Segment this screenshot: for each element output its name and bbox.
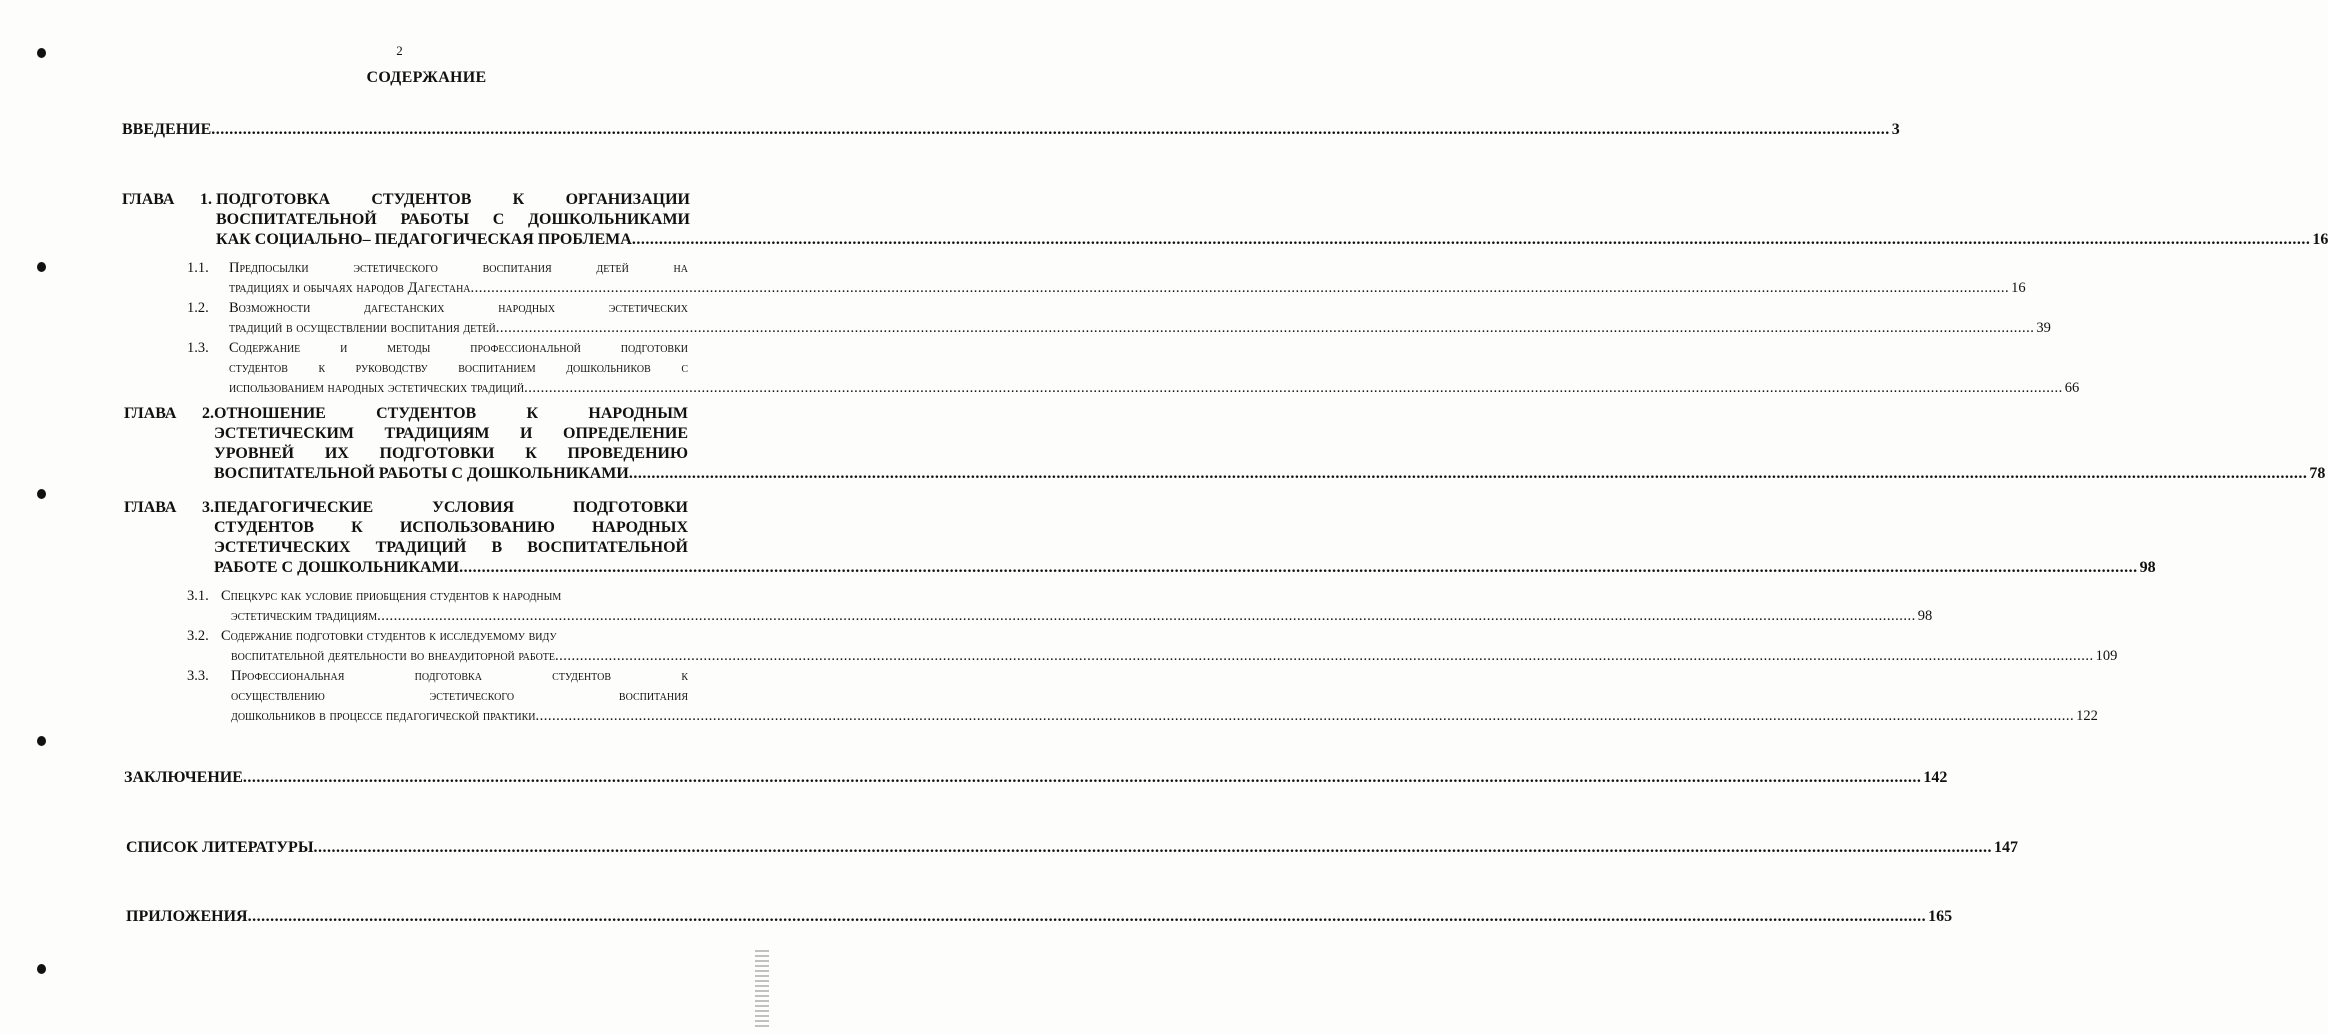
section-title-line: осуществлению эстетического воспитания	[231, 688, 688, 704]
chapter-title-line: КАК СОЦИАЛЬНО– ПЕДАГОГИЧЕСКАЯ ПРОБЛЕМА	[216, 231, 632, 248]
toc-page-number: 142	[1923, 769, 1948, 786]
toc-page-number: 66	[2064, 380, 2080, 396]
chapter-title-line: ЭСТЕТИЧЕСКИХ ТРАДИЦИЙ В ВОСПИТАТЕЛЬНОЙ	[214, 539, 688, 556]
dot-leader	[629, 464, 2308, 484]
dot-leader	[459, 558, 2138, 578]
toc-page-number: 109	[2095, 648, 2118, 664]
dot-leader	[496, 318, 2035, 338]
section-number: 3.1.	[187, 588, 209, 604]
section-number: 3.2.	[187, 628, 209, 644]
scan-artifact	[755, 950, 769, 1030]
toc-section-3-1[interactable]	[187, 586, 1933, 626]
toc-page-number: 3	[1891, 121, 1900, 138]
section-title-line: студентов к руководству воспитанием дошкольников с	[229, 360, 688, 376]
chapter-title-line: ВОСПИТАТЕЛЬНОЙ РАБОТЫ С ДОШКОЛЬНИКАМИ	[214, 465, 629, 482]
section-title-line: использованием народных эстетических традиций	[229, 380, 525, 396]
binder-hole-mark	[37, 736, 46, 746]
dot-leader	[632, 230, 2311, 250]
chapter-title-line: ПОДГОТОВКА СТУДЕНТОВ К ОРГАНИЗАЦИИ	[216, 191, 690, 208]
section-title-line: Содержание подготовки студентов к исследуемому виду	[221, 628, 557, 644]
dot-leader	[377, 606, 1916, 626]
page-title: СОДЕРЖАНИЕ	[366, 69, 487, 86]
toc-entry-label: СПИСОК ЛИТЕРАТУРЫ	[126, 839, 314, 856]
chapter-title-line: УРОВНЕЙ ИХ ПОДГОТОВКИ К ПРОВЕДЕНИЮ	[214, 445, 688, 462]
toc-section-3-3[interactable]	[187, 666, 2098, 726]
toc-entry-label: ЗАКЛЮЧЕНИЕ	[124, 769, 243, 786]
dot-leader	[243, 768, 1922, 788]
toc-chapter-1[interactable]	[122, 190, 2328, 250]
toc-entry-conclusion[interactable]	[124, 768, 1948, 788]
toc-entry-label: ПРИЛОЖЕНИЯ	[126, 908, 248, 925]
section-title-line: воспитательной деятельности во внеаудиторной работе	[231, 648, 556, 664]
toc-page-number: 16	[2312, 231, 2328, 248]
chapter-title-line: ЭСТЕТИЧЕСКИМ ТРАДИЦИЯМ И ОПРЕДЕЛЕНИЕ	[214, 425, 688, 442]
toc-section-1-2[interactable]	[187, 298, 2051, 338]
section-title-line: традиций в осуществлении воспитания детей	[229, 320, 496, 336]
section-title-line: Спецкурс как условие приобщения студентов к народным	[221, 588, 562, 604]
binder-hole-mark	[37, 489, 46, 499]
toc-page-number: 78	[2309, 465, 2326, 482]
chapter-title-line: ПЕДАГОГИЧЕСКИЕ УСЛОВИЯ ПОДГОТОВКИ	[214, 499, 688, 516]
section-number: 1.2.	[187, 300, 209, 316]
toc-entry-references[interactable]	[126, 838, 2019, 858]
chapter-number: ГЛАВА 3.	[124, 499, 214, 516]
chapter-number: ГЛАВА 2.	[124, 405, 214, 422]
dot-leader	[524, 378, 2063, 398]
chapter-title-line: РАБОТЕ С ДОШКОЛЬНИКАМИ	[214, 559, 460, 576]
section-title-line: Профессиональная подготовка студентов к	[231, 668, 688, 684]
toc-page-number: 122	[2076, 708, 2098, 724]
toc-page-number: 16	[2011, 280, 2026, 296]
toc-page-number: 165	[1928, 908, 1953, 925]
section-number: 1.3.	[187, 340, 209, 356]
toc-entry-appendices[interactable]	[126, 907, 1953, 927]
section-title-line: дошкольников в процессе педагогической практики	[231, 708, 536, 724]
section-title-line: Возможности дагестанских народных эстетических	[229, 300, 688, 316]
toc-page-number: 98	[2139, 559, 2156, 576]
binder-hole-mark	[37, 262, 46, 272]
chapter-title-line: СТУДЕНТОВ К ИСПОЛЬЗОВАНИЮ НАРОДНЫХ	[214, 519, 688, 536]
toc-page-number: 147	[1994, 839, 2019, 856]
section-number: 3.3.	[187, 668, 209, 684]
dot-leader	[314, 838, 1993, 858]
toc-section-1-1[interactable]	[187, 258, 2026, 298]
dot-leader	[555, 646, 2094, 666]
page-number: 2	[396, 43, 403, 58]
section-number: 1.1.	[187, 260, 209, 276]
section-title-line: эстетическим традициям	[231, 608, 378, 624]
toc-entry-label: ВВЕДЕНИЕ	[122, 121, 212, 138]
chapter-title-line: ВОСПИТАТЕЛЬНОЙ РАБОТЫ С ДОШКОЛЬНИКАМИ	[216, 211, 690, 228]
dot-leader	[211, 120, 1890, 140]
dot-leader	[248, 907, 1927, 927]
toc-page-number: 39	[2036, 320, 2051, 336]
section-title-line: Содержание и методы профессиональной подготовки	[229, 340, 688, 356]
toc-section-1-3[interactable]	[187, 338, 2080, 398]
section-title-line: традициях и обычаях народов Дагестана	[229, 280, 471, 296]
section-title-line: Предпосылки эстетического воспитания детей на	[229, 260, 688, 276]
toc-entry-introduction[interactable]	[122, 120, 1900, 140]
chapter-title-line: ОТНОШЕНИЕ СТУДЕНТОВ К НАРОДНЫМ	[214, 405, 688, 422]
toc-chapter-2[interactable]	[124, 404, 2326, 484]
toc-page-number: 98	[1917, 608, 1933, 624]
toc-chapter-3[interactable]	[124, 498, 2156, 578]
dot-leader	[471, 278, 2010, 298]
toc-section-3-2[interactable]	[187, 626, 2118, 666]
dot-leader	[536, 706, 2075, 726]
binder-hole-mark	[37, 964, 46, 974]
chapter-number: ГЛАВА 1.	[122, 191, 212, 208]
